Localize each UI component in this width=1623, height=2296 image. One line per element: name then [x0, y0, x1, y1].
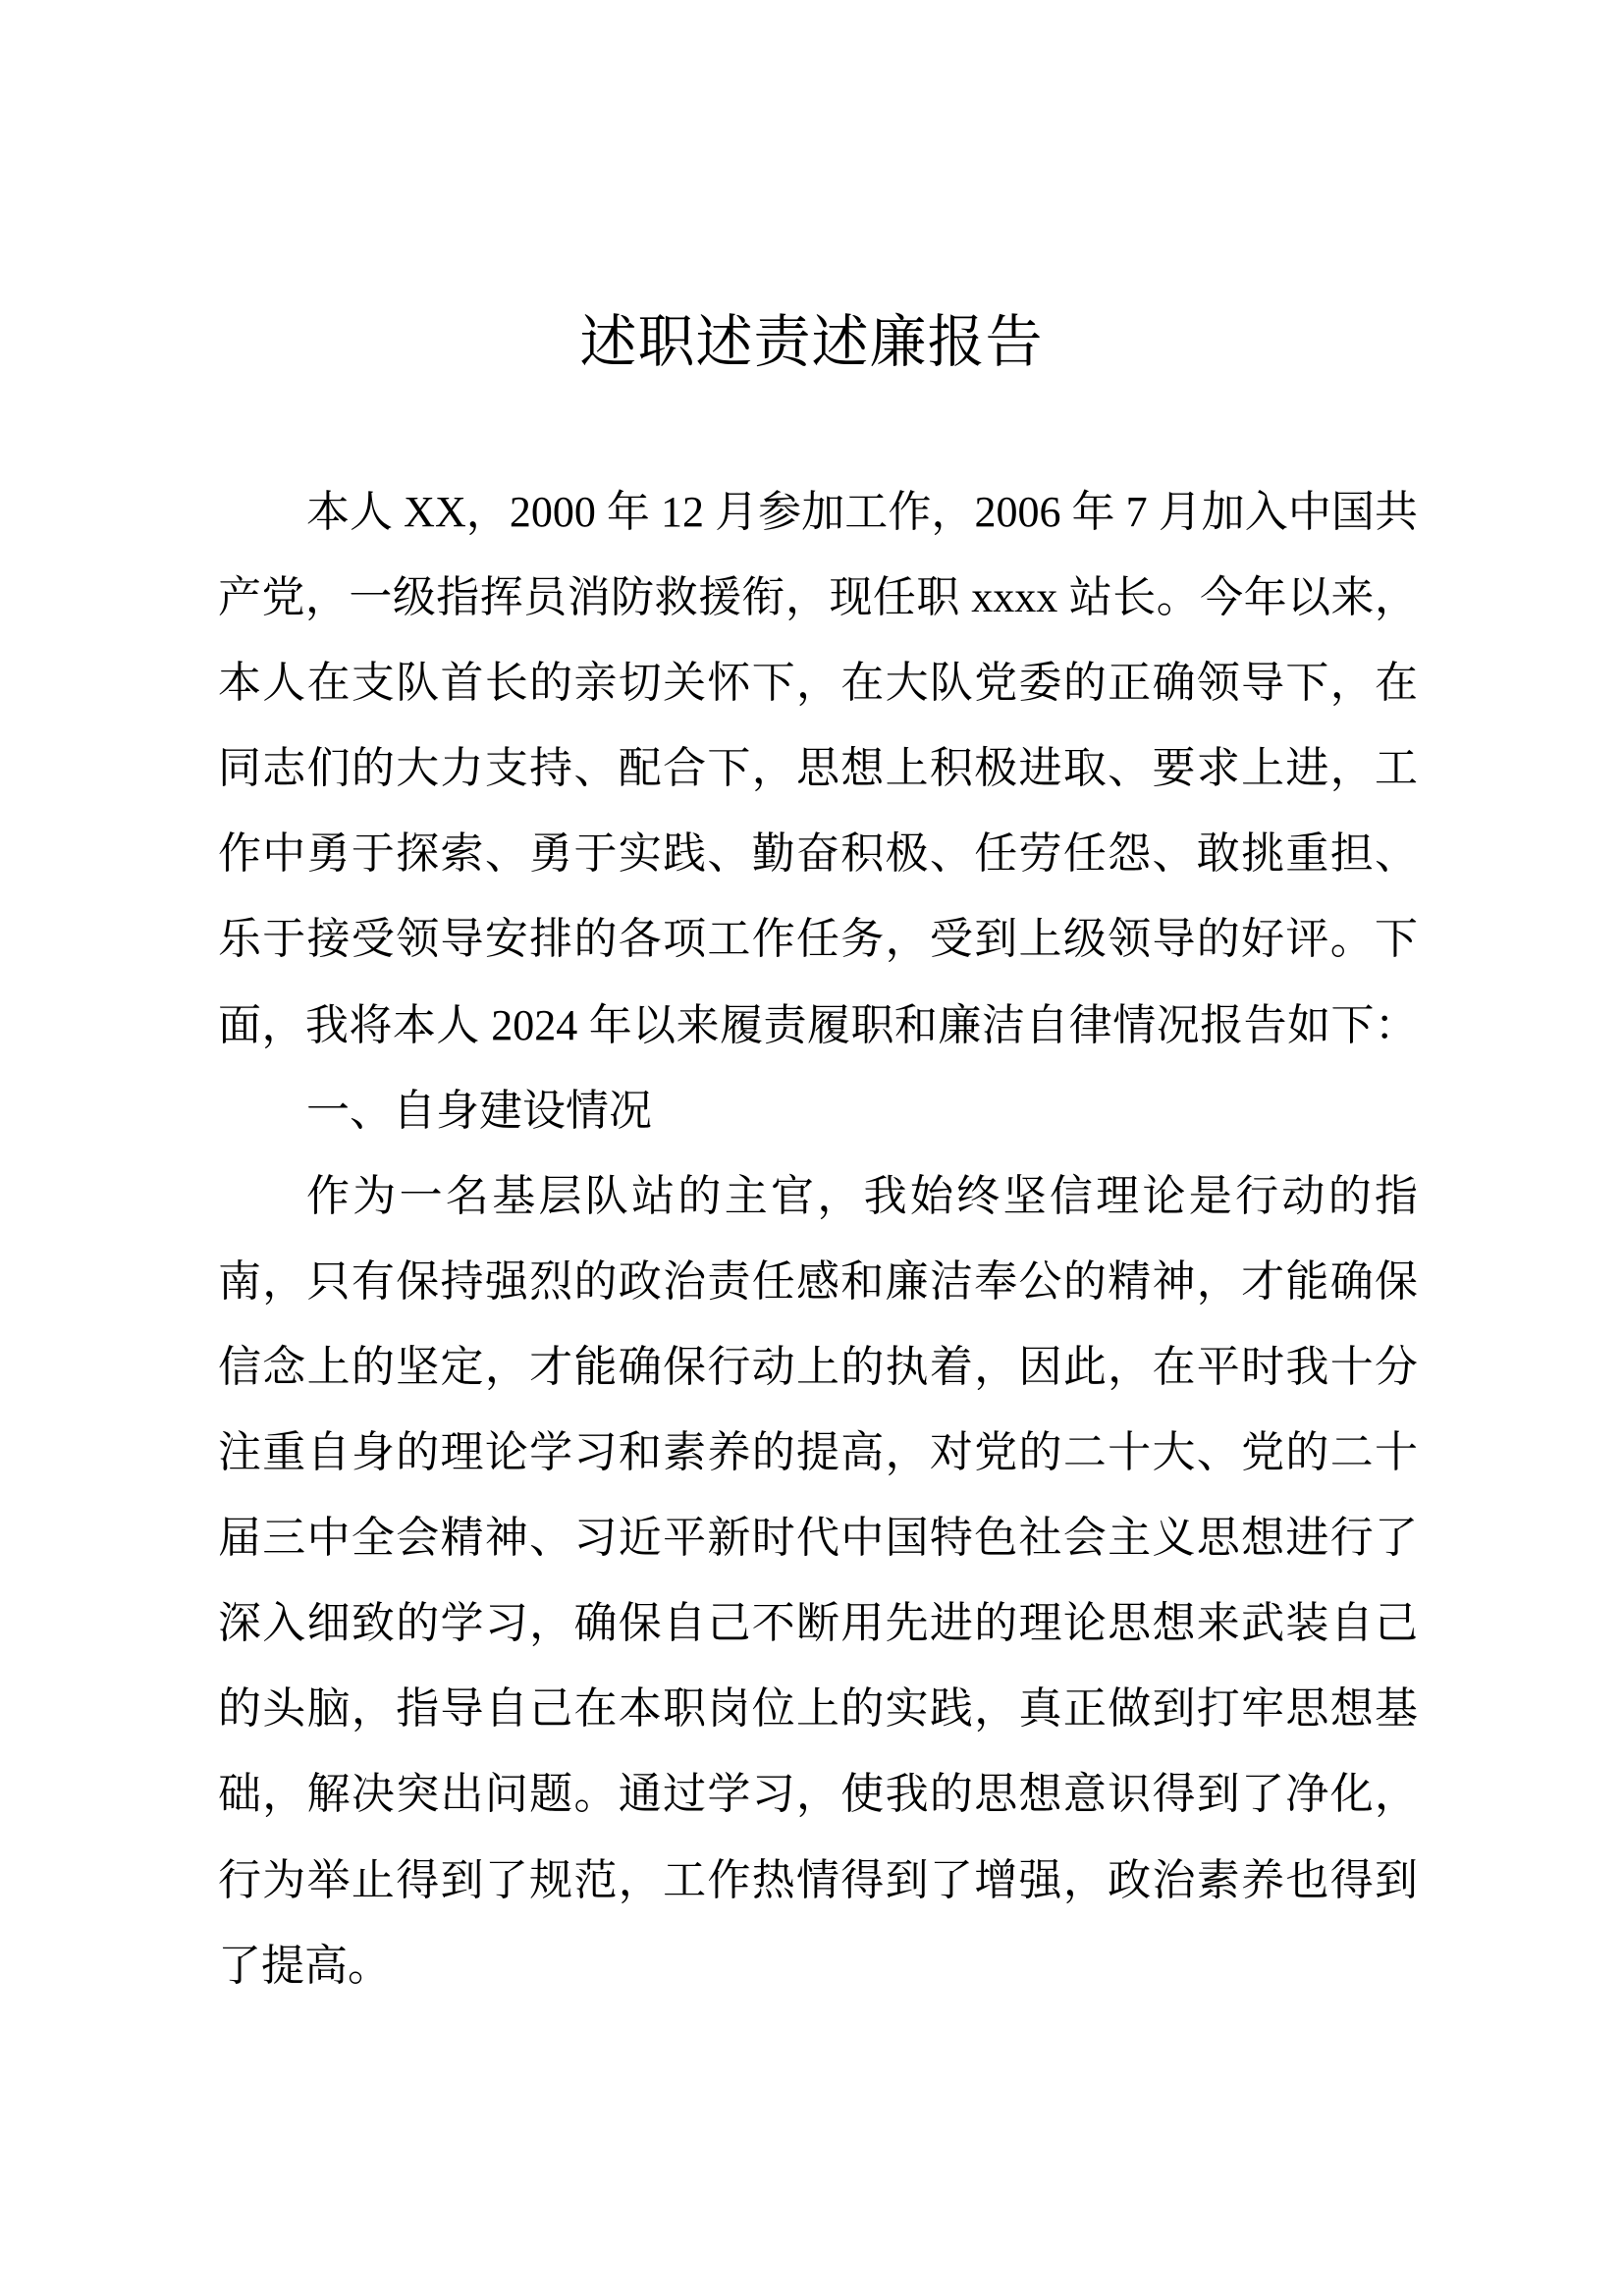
- paragraph-line: 届三中全会精神、习近平新时代中国特色社会主义思想进行了: [218, 1514, 1418, 1563]
- paragraph-line: 本人在支队首长的亲切关怀下，在大队党委的正确领导下，在: [218, 659, 1418, 708]
- paragraph-line: 作中勇于探索、勇于实践、勤奋积极、任劳任怨、敢挑重担、: [218, 829, 1418, 879]
- paragraph-line: 南，只有保持强烈的政治责任感和廉洁奉公的精神，才能确保: [218, 1256, 1418, 1306]
- section-heading: 一、自身建设情况: [306, 1086, 652, 1135]
- paragraph-line: 同志们的大力支持、配合下，思想上积极进取、要求上进，工: [218, 744, 1418, 793]
- paragraph-line: 的头脑，指导自己在本职岗位上的实践，真正做到打牢思想基: [218, 1684, 1418, 1734]
- paragraph-line: 本人 XX，2000 年 12 月参加工作，2006 年 7 月加入中国共: [306, 488, 1418, 536]
- paragraph-line: 了提高。: [218, 1941, 391, 1990]
- document-body: [218, 469, 1418, 2008]
- paragraph-line: 乐于接受领导安排的各项工作任务，受到上级领导的好评。下: [218, 915, 1418, 964]
- paragraph-line: 注重自身的理论学习和素养的提高，对党的二十大、党的二十: [218, 1428, 1418, 1477]
- paragraph-line: 面，我将本人 2024 年以来履责履职和廉洁自律情况报告如下：: [218, 1000, 1418, 1049]
- document-title: 述职述责述廉报告: [579, 310, 1044, 374]
- paragraph-line: 作为一名基层队站的主官，我始终坚信理论是行动的指: [306, 1171, 1418, 1220]
- paragraph-line: 产党，一级指挥员消防救援衔，现任职 xxxx 站长。今年以来，: [218, 573, 1418, 622]
- paragraph-line: 深入细致的学习，确保自己不断用先进的理论思想来武装自己: [218, 1599, 1418, 1648]
- paragraph-line: 信念上的坚定，才能确保行动上的执着，因此，在平时我十分: [218, 1342, 1418, 1391]
- paragraph-line: 础，解决突出问题。通过学习，使我的思想意识得到了净化，: [218, 1770, 1418, 1819]
- paragraph-line: 行为举止得到了规范，工作热情得到了增强，政治素养也得到: [218, 1855, 1418, 1904]
